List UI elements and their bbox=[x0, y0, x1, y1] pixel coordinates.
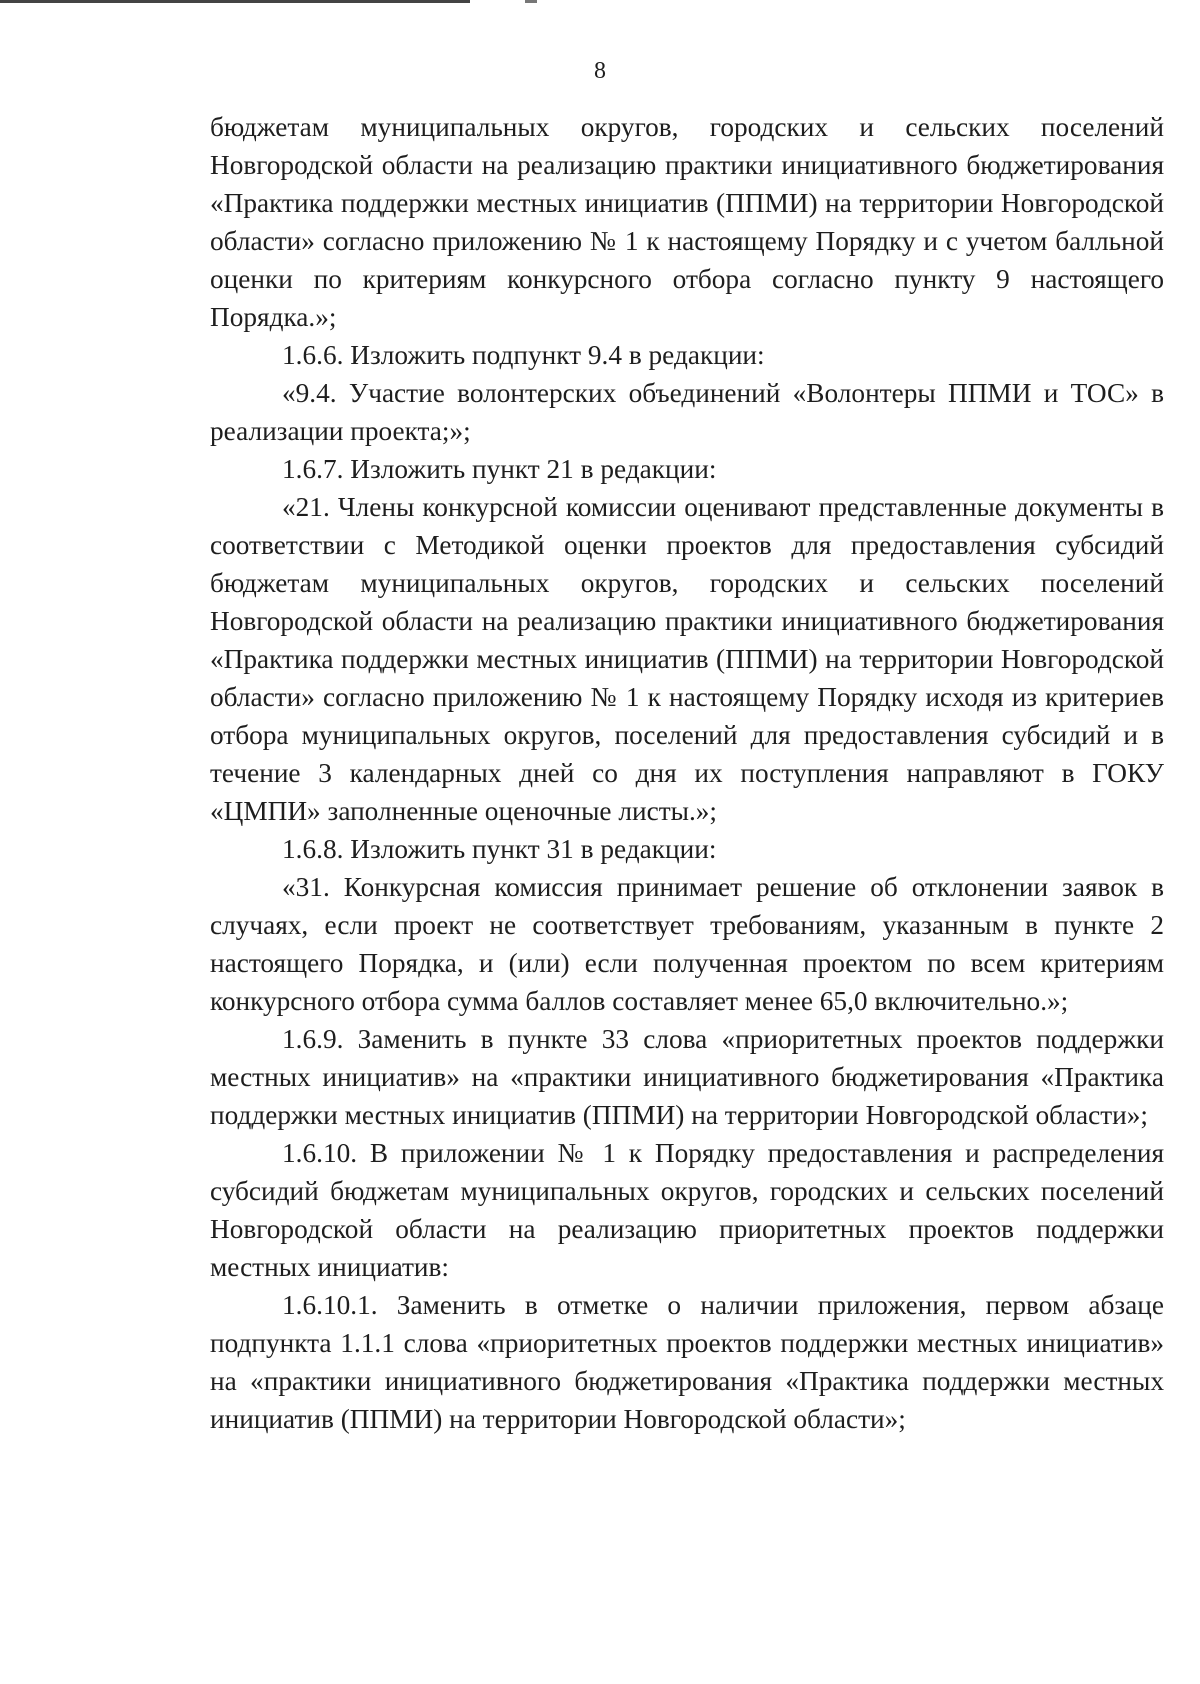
paragraph-1-6-9: 1.6.9. Заменить в пункте 33 слова «приоритетных проектов поддержки местных инициатив» на «практики инициативного бюджетирования «Практика поддержки местных инициатив (ППМИ) на территории Новгородской области»; bbox=[210, 1024, 1164, 1130]
paragraph-1-6-10: 1.6.10. В приложении № 1 к Порядку предоставления и распределения субсидий бюджетам муниципальных округов, городских и сельских поселений Новгородской области на реализацию приоритетных проектов поддержки местных инициатив: bbox=[210, 1138, 1164, 1282]
paragraph-quote-31: «31. Конкурсная комиссия принимает решение об отклонении заявок в случаях, если проект не соответствует требованиям, указанным в пункте 2 настоящего Порядка, и (или) если полученная проектом по всем критериям конкурсного отбора сумма баллов составляет менее 65,0 включительно.»; bbox=[210, 872, 1164, 1016]
paragraph-1-6-7: 1.6.7. Изложить пункт 21 в редакции: bbox=[282, 454, 717, 484]
paragraph-1-6-10-1: 1.6.10.1. Заменить в отметке о наличии приложения, первом абзаце подпункта 1.1.1 слова «приоритетных проектов поддержки местных инициатив» на «практики инициативного бюджетирования «Практика поддержки местных инициатив (ППМИ) на территории Новгородской области»; bbox=[210, 1290, 1164, 1434]
scan-edge-line bbox=[0, 0, 470, 3]
paragraph-quote-9-4: «9.4. Участие волонтерских объединений «Волонтеры ППМИ и ТОС» в реализации проекта;»; bbox=[210, 378, 1164, 446]
scan-edge-mark bbox=[525, 0, 537, 3]
paragraph-1-6-8: 1.6.8. Изложить пункт 31 в редакции: bbox=[282, 834, 717, 864]
page-number: 8 bbox=[594, 58, 606, 84]
paragraph-quote-21: «21. Члены конкурсной комиссии оценивают представленные документы в соответствии с Методикой оценки проектов для предоставления субсидий бюджетам муниципальных округов, городских и сельских поселений Новгородской области на реализацию практики инициативного бюджетирования «Практика поддержки местных инициатив (ППМИ) на территории Новгородской области» согласно приложению № 1 к настоящему Порядку исходя из критериев отбора муниципальных округов, поселений для предоставления субсидий и в течение 3 календарных дней со дня их поступления направляют в ГОКУ «ЦМПИ» заполненные оценочные листы.»; bbox=[210, 492, 1164, 826]
document-body bbox=[210, 108, 1164, 1438]
paragraph-continuation: бюджетам муниципальных округов, городских и сельских поселений Новгородской области на реализацию практики инициативного бюджетирования «Практика поддержки местных инициатив (ППМИ) на территории Новгородской области» согласно приложению № 1 к настоящему Порядку и с учетом балльной оценки по критериям конкурсного отбора согласно пункту 9 настоящего Порядка.»; bbox=[210, 112, 1164, 332]
paragraph-1-6-6: 1.6.6. Изложить подпункт 9.4 в редакции: bbox=[282, 340, 765, 370]
